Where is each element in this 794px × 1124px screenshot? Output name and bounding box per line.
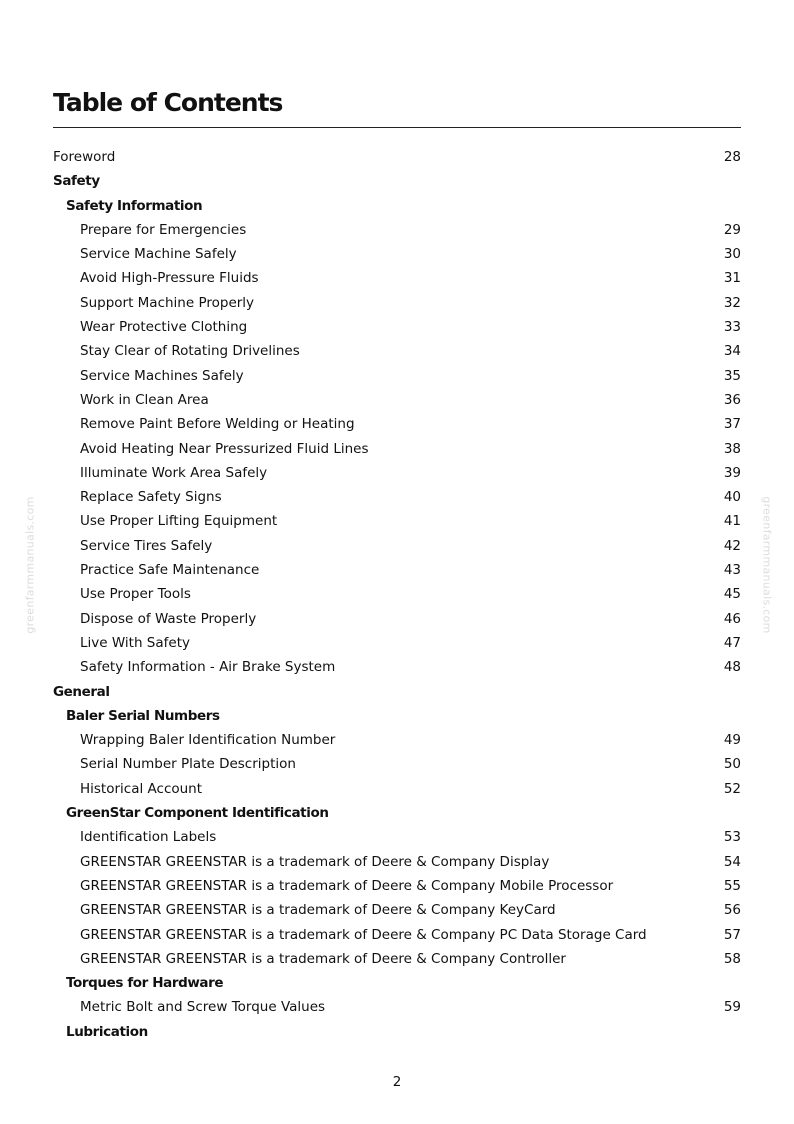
toc-entry[interactable]: [53, 485, 741, 509]
toc-entry-label: Avoid Heating Near Pressurized Fluid Lines: [80, 440, 369, 457]
toc-entry[interactable]: [53, 995, 741, 1019]
toc-entry-label: Prepare for Emergencies: [80, 221, 247, 238]
toc-entry-page-number: 34: [723, 343, 741, 360]
toc-entry-label: Live With Safety: [80, 634, 190, 651]
toc-entry[interactable]: [53, 874, 741, 898]
toc-entry[interactable]: [53, 534, 741, 558]
toc-entry-label: Practice Safe Maintenance: [80, 562, 260, 579]
toc-entry-label: Wrapping Baler Identification Number: [80, 732, 336, 749]
toc-entry[interactable]: [53, 898, 741, 922]
toc-entry[interactable]: [53, 291, 741, 315]
toc-entry-page-number: 45: [723, 586, 741, 603]
toc-entry[interactable]: [53, 388, 741, 412]
toc-entry-page-number: 41: [723, 513, 741, 530]
toc-entry-page-number: 40: [723, 489, 741, 506]
toc-entry-page-number: 50: [723, 756, 741, 773]
toc-entry-label: GREENSTAR GREENSTAR is a trademark of Deere & Company Display: [80, 853, 550, 870]
toc-entry[interactable]: [53, 582, 741, 606]
toc-entry-label: GREENSTAR GREENSTAR is a trademark of Deere & Company PC Data Storage Card: [80, 926, 647, 943]
toc-section-heading: [53, 1020, 741, 1044]
toc-entry-label: Identification Labels: [80, 829, 217, 846]
toc-entry[interactable]: [53, 437, 741, 461]
toc-entry-page-number: 46: [723, 610, 741, 627]
toc-entry-label: GreenStar Component Identification: [66, 805, 329, 822]
toc-entry[interactable]: [53, 947, 741, 971]
toc-entry-page-number: 30: [723, 246, 741, 263]
toc-entry-page-number: 53: [723, 829, 741, 846]
toc-entry-page-number: 39: [723, 464, 741, 481]
toc-entry[interactable]: [53, 558, 741, 582]
toc-entry[interactable]: [53, 145, 741, 169]
toc-entry-page-number: 55: [723, 877, 741, 894]
toc-entry-label: Service Machines Safely: [80, 367, 244, 384]
toc-entry-page-number: 54: [723, 853, 741, 870]
toc-entry[interactable]: [53, 412, 741, 436]
toc-entry-label: Use Proper Lifting Equipment: [80, 513, 278, 530]
toc-entry-label: Historical Account: [80, 780, 203, 797]
toc-entry-page-number: 32: [723, 294, 741, 311]
toc-section-heading: [53, 971, 741, 995]
toc-entry-page-number: 48: [723, 659, 741, 676]
toc-entry[interactable]: [53, 315, 741, 339]
toc-entry-label: GREENSTAR GREENSTAR is a trademark of Deere & Company KeyCard: [80, 902, 556, 919]
toc-entry-label: Service Machine Safely: [80, 246, 237, 263]
toc-entry-label: GREENSTAR GREENSTAR is a trademark of Deere & Company Controller: [80, 950, 566, 967]
toc-entry-page-number: 59: [723, 999, 741, 1016]
table-of-contents: [53, 145, 741, 1044]
toc-entry-label: Remove Paint Before Welding or Heating: [80, 416, 355, 433]
toc-entry-page-number: 42: [723, 537, 741, 554]
title-divider: [53, 127, 741, 128]
toc-entry-page-number: 57: [723, 926, 741, 943]
toc-section-heading: [53, 680, 741, 704]
toc-section-heading: [53, 169, 741, 193]
toc-entry-label: Replace Safety Signs: [80, 489, 222, 506]
toc-entry[interactable]: [53, 266, 741, 290]
toc-entry-page-number: 31: [723, 270, 741, 287]
toc-entry-label: Dispose of Waste Properly: [80, 610, 257, 627]
toc-entry-label: Stay Clear of Rotating Drivelines: [80, 343, 300, 360]
toc-section-heading: [53, 801, 741, 825]
page-number: 2: [392, 1074, 402, 1090]
toc-entry-page-number: 47: [723, 634, 741, 651]
toc-entry-label: General: [53, 683, 110, 700]
toc-entry-label: Wear Protective Clothing: [80, 319, 248, 336]
toc-entry[interactable]: [53, 339, 741, 363]
toc-entry[interactable]: [53, 218, 741, 242]
toc-entry-page-number: 33: [723, 319, 741, 336]
toc-entry[interactable]: [53, 728, 741, 752]
toc-entry-label: Metric Bolt and Screw Torque Values: [80, 999, 326, 1016]
toc-entry-label: Serial Number Plate Description: [80, 756, 296, 773]
toc-entry-label: Support Machine Properly: [80, 294, 255, 311]
toc-entry-label: GREENSTAR GREENSTAR is a trademark of Deere & Company Mobile Processor: [80, 877, 614, 894]
toc-entry-label: Service Tires Safely: [80, 537, 213, 554]
toc-entry[interactable]: [53, 607, 741, 631]
toc-entry-label: Lubrication: [66, 1023, 148, 1040]
toc-entry-page-number: 36: [723, 391, 741, 408]
toc-entry-label: Use Proper Tools: [80, 586, 191, 603]
toc-entry[interactable]: [53, 655, 741, 679]
toc-entry-label: Illuminate Work Area Safely: [80, 464, 268, 481]
toc-entry-page-number: 28: [723, 149, 741, 165]
toc-entry[interactable]: [53, 509, 741, 533]
toc-entry[interactable]: [53, 777, 741, 801]
toc-entry-label: Foreword: [53, 149, 116, 165]
toc-entry-label: Safety Information: [66, 197, 203, 214]
toc-entry-page-number: 35: [723, 367, 741, 384]
toc-entry[interactable]: [53, 752, 741, 776]
toc-entry-label: Baler Serial Numbers: [66, 707, 220, 724]
toc-entry-page-number: 56: [723, 902, 741, 919]
toc-entry[interactable]: [53, 461, 741, 485]
toc-entry[interactable]: [53, 850, 741, 874]
toc-entry-page-number: 38: [723, 440, 741, 457]
watermark-right: greenfarmmanuals.com: [760, 496, 774, 634]
watermark-left: greenfarmmanuals.com: [23, 496, 37, 634]
toc-entry-label: Safety Information - Air Brake System: [80, 659, 336, 676]
toc-entry[interactable]: [53, 364, 741, 388]
toc-entry-page-number: 52: [723, 780, 741, 797]
toc-entry[interactable]: [53, 242, 741, 266]
toc-entry-page-number: 58: [723, 950, 741, 967]
toc-entry-label: Safety: [53, 173, 100, 190]
toc-entry-page-number: 37: [723, 416, 741, 433]
toc-section-heading: [53, 194, 741, 218]
toc-entry-label: Torques for Hardware: [66, 975, 224, 992]
toc-entry-page-number: 43: [723, 562, 741, 579]
toc-entry[interactable]: [53, 631, 741, 655]
toc-entry-label: Avoid High-Pressure Fluids: [80, 270, 259, 287]
toc-section-heading: [53, 704, 741, 728]
toc-entry-label: Work in Clean Area: [80, 391, 209, 408]
page-title: Table of Contents: [53, 88, 283, 117]
toc-entry-page-number: 49: [723, 732, 741, 749]
toc-entry[interactable]: [53, 923, 741, 947]
toc-entry-page-number: 29: [723, 221, 741, 238]
toc-entry[interactable]: [53, 825, 741, 849]
